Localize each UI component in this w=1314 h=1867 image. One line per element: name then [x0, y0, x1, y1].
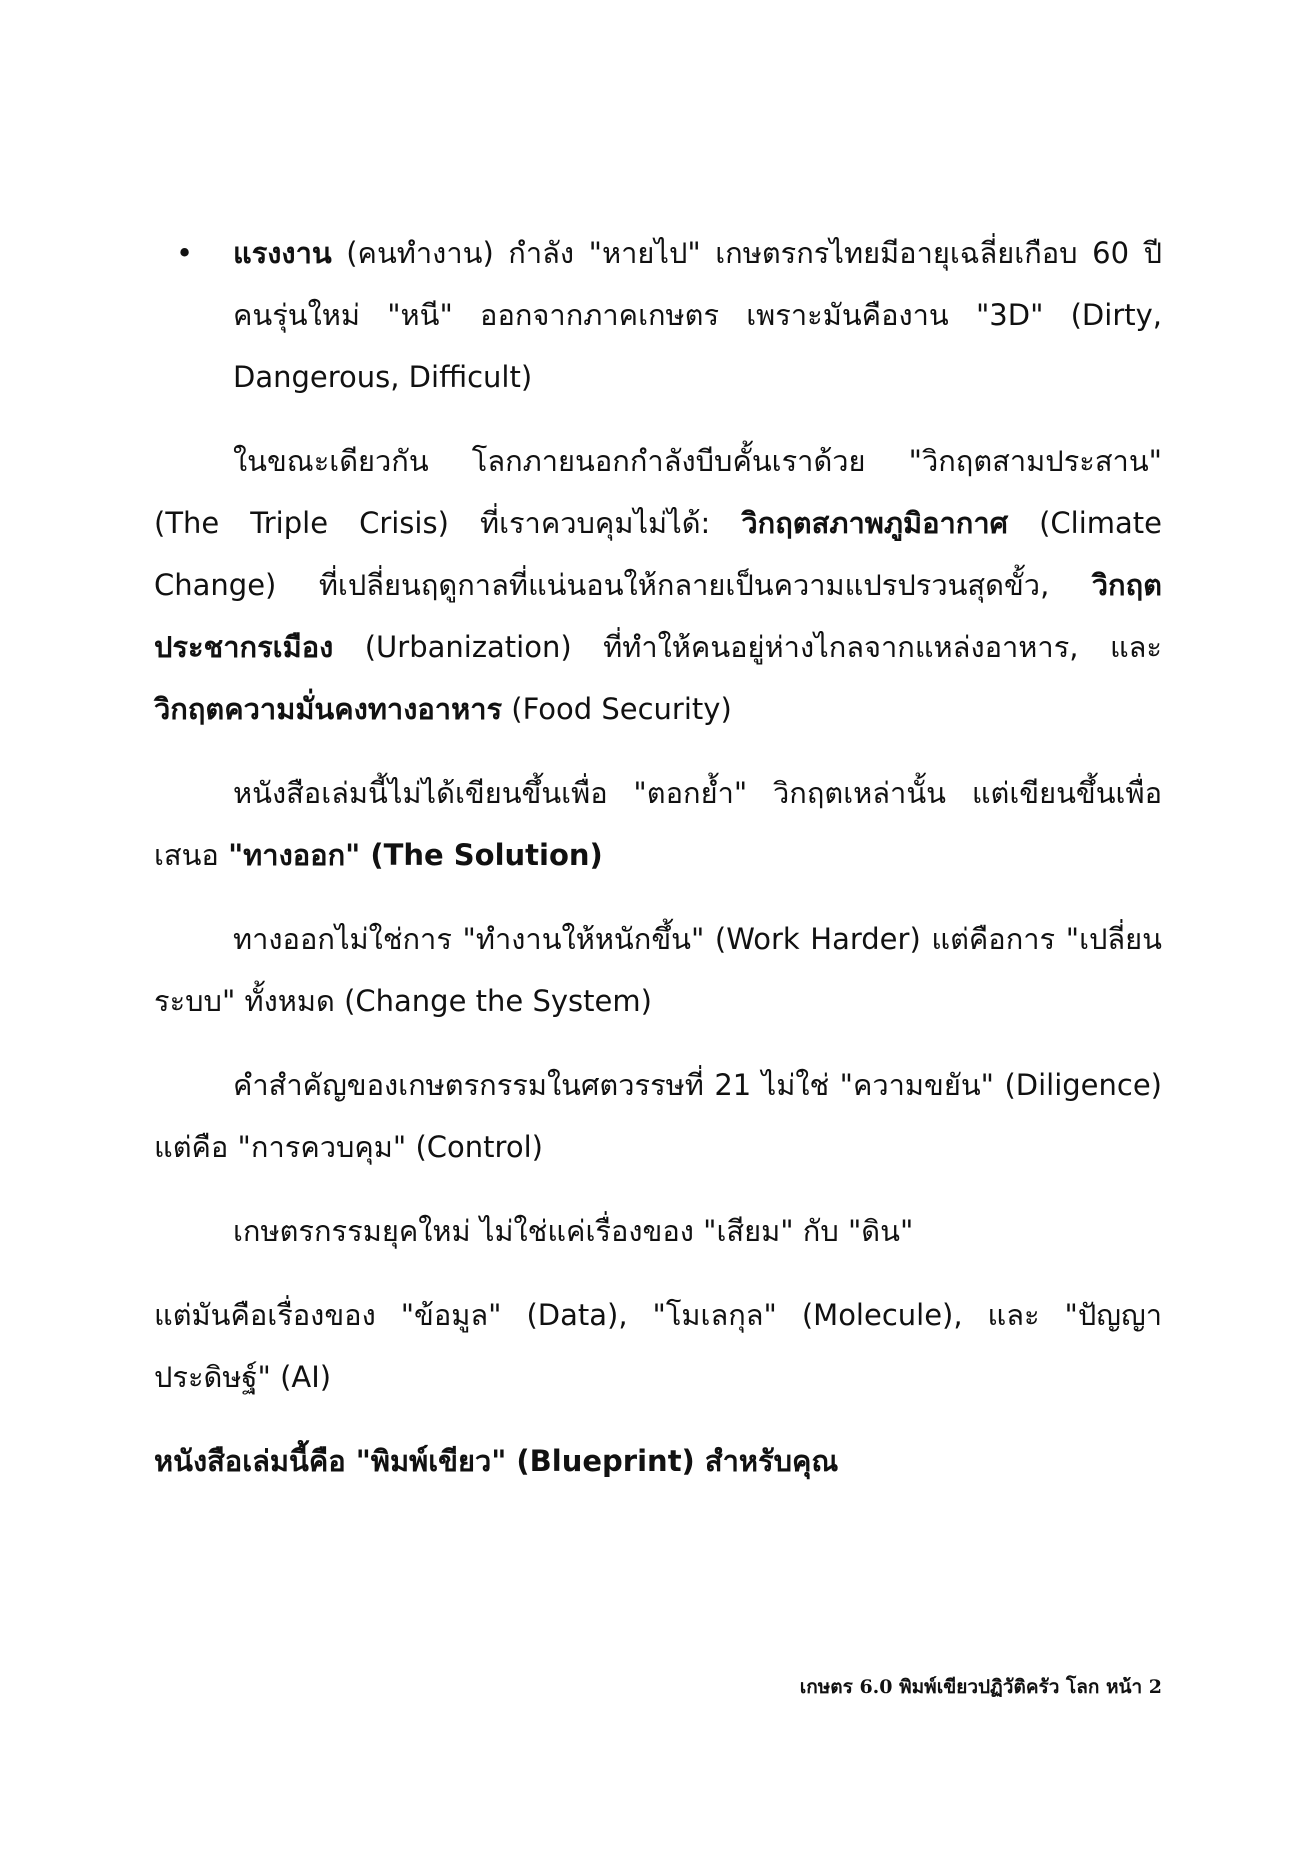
paragraph-control: คำสำคัญของเกษตรกรรมในศตวรรษที่ 21 ไม่ใช่ "ความขยัน" (Diligence) แต่คือ "การควบคุม" (Control) — [154, 1068, 1162, 1164]
bullet-bold-term: แรงงาน — [233, 236, 332, 270]
bullet-marker: • — [176, 236, 194, 270]
document-body — [154, 222, 1162, 1498]
text-span: (Food Security) — [502, 692, 732, 726]
paragraph-change-system: ทางออกไม่ใช่การ "ทำงานให้หนักขึ้น" (Work Harder) แต่คือการ "เปลี่ยนระบบ" ทั้งหมด (Change the System) — [154, 922, 1162, 1018]
page-footer: เกษตร 6.0 พิมพ์เขียวปฏิวัติครัว โลก หน้า 2 — [799, 1676, 1162, 1698]
paragraph-triple-crisis — [154, 430, 1162, 740]
text-span: หนังสือเล่มนี้ไม่ได้เขียนขึ้นเพื่อ "ตอกย้ำ" วิกฤตเหล่านั้น แต่เขียนขึ้นเพื่อเสนอ — [154, 776, 1162, 872]
paragraph-solution — [154, 762, 1162, 886]
bold-urban-crisis: วิกฤตประชากรเมือง — [154, 568, 1162, 664]
paragraph-data-molecule-ai: แต่มันคือเรื่องของ "ข้อมูล" (Data), "โมเลกุล" (Molecule), และ "ปัญญาประดิษฐ์" (AI) — [154, 1298, 1162, 1394]
text-span: ในขณะเดียวกัน โลกภายนอกกำลังบีบคั้นเราด้วย "วิกฤตสามประสาน" (The Triple Crisis) ที่เราควบคุมไม่ได้: — [154, 444, 1162, 540]
paragraph-modern-agriculture: เกษตรกรรมยุคใหม่ ไม่ใช่แค่เรื่องของ "เสียม" กับ "ดิน" — [233, 1214, 914, 1248]
text-span: (Urbanization) ที่ทำให้คนอยู่ห่างไกลจากแหล่งอาหาร, และ — [333, 630, 1162, 664]
bullet-text: (คนทำงาน) กำลัง "หายไป" เกษตรกรไทยมีอายุเฉลี่ยเกือบ 60 ปี คนรุ่นใหม่ "หนี" ออกจากภาคเกษตร เพราะมันคืองาน "3D" (Dirty, Dangerous, Difficult) — [233, 236, 1162, 394]
text-span: (Climate Change) ที่เปลี่ยนฤดูกาลที่แน่นอนให้กลายเป็นความแปรปรวนสุดขั้ว, — [154, 506, 1162, 602]
bold-food-security-crisis: วิกฤตความมั่นคงทางอาหาร — [154, 692, 503, 726]
closing-statement: หนังสือเล่มนี้คือ "พิมพ์เขียว" (Blueprint) สำหรับคุณ — [154, 1444, 839, 1478]
bold-solution: "ทางออก" (The Solution) — [228, 838, 603, 872]
bullet-item-labor — [154, 222, 1162, 408]
bold-climate-crisis: วิกฤตสภาพภูมิอากาศ — [741, 506, 1009, 540]
